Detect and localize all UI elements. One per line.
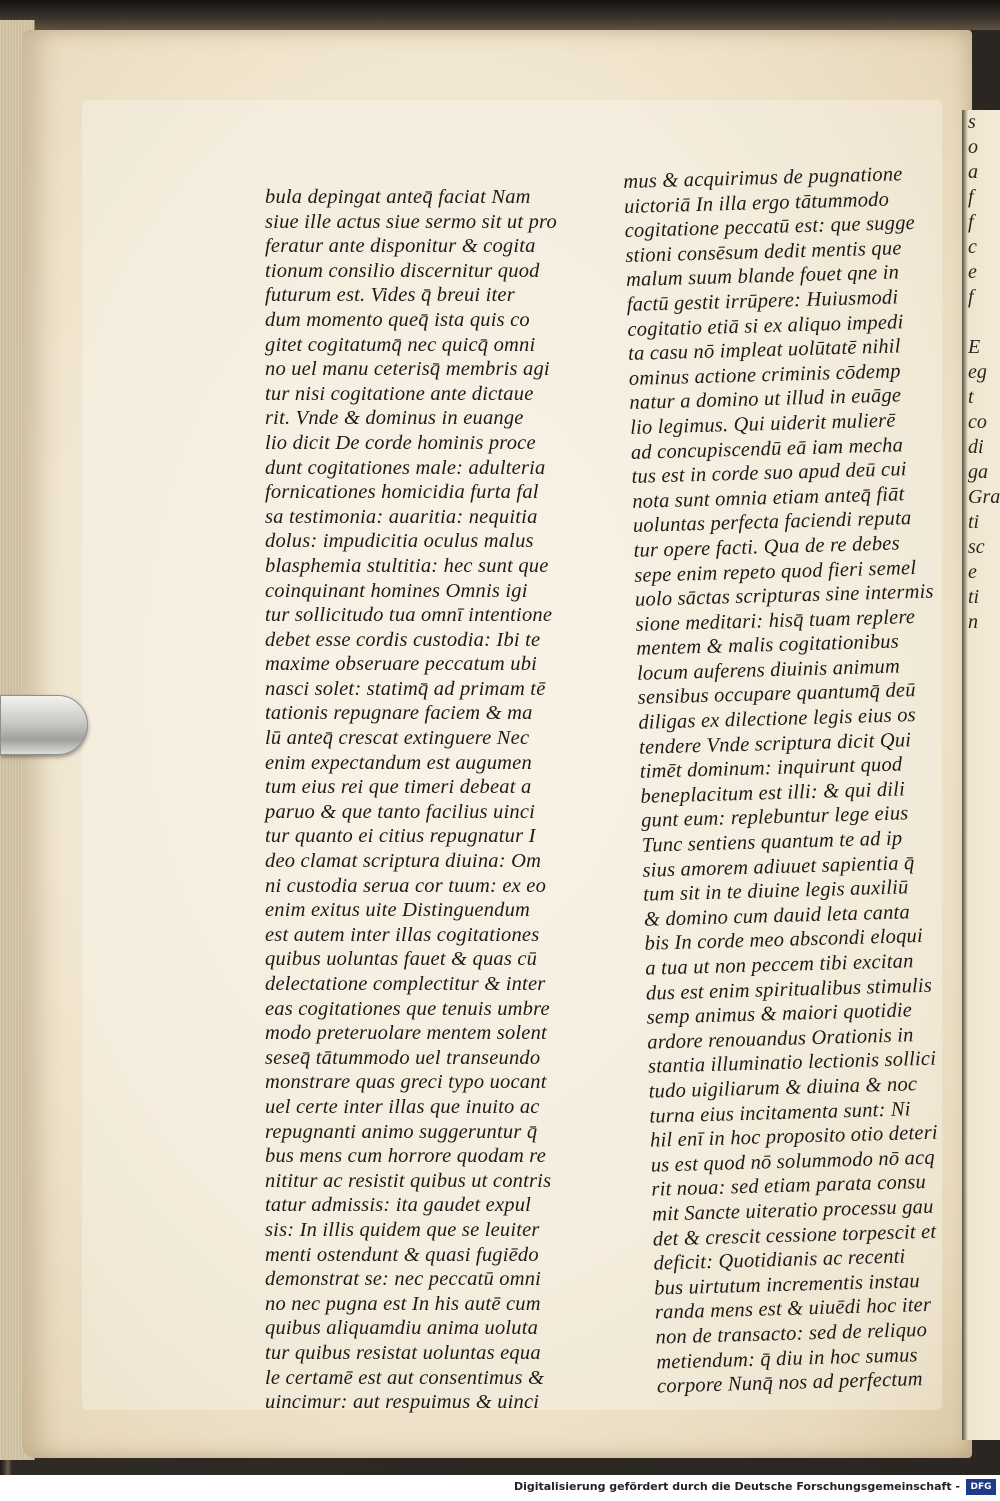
text-line: us est quod nō solummodo nō acq [650,1146,936,1177]
text-line: cogitatio etiā si ex aliquo impedi [627,310,904,341]
text-line: timēt dominum: inquirunt quod [639,753,903,784]
text-line: beneplacitum est illi: & qui dili [640,778,906,808]
text-line: repugnanti animo suggeruntur q̄ [265,1120,538,1143]
text-line: dus est enim spiritualibus stimulis [645,974,933,1005]
text-line: enim expectandum est augumen [265,751,532,774]
text-line: tur quanto ei citius repugnatur I [265,825,536,848]
text-line: eas cogitationes que tenuis umbre [265,997,550,1020]
text-line: quibus uoluntas fauet & quas cū [265,948,538,971]
text-line: cogitatione peccatū est: que sugge [624,212,916,243]
text-line: uictoriā In illa ergo tātummodo [623,188,890,218]
text-line: feratur ante disponitur & cogita [265,235,536,258]
facing-page-edge [962,110,1000,1440]
facing-page-fragment: e [968,261,977,283]
facing-page-fragment: co [968,411,987,433]
book-top-shadow [0,0,1000,30]
dfg-logo: DFG [966,1479,996,1495]
text-line: tationis repugnare faciem & ma [265,702,533,725]
text-line: lio legimus. Qui uiderit mulierē [629,409,896,439]
text-column-left [265,185,565,1415]
text-line: no nec pugna est In his autē cum [265,1292,541,1315]
text-line: hil enī in hoc proposito otio deteri [649,1121,939,1152]
text-line: det & crescit cessione torpescit et [652,1220,937,1251]
text-line: mus & acquirimus de pugnatione [623,163,903,193]
text-line: dunt cogitationes male: adulteria [265,456,546,479]
text-line: sione meditari: hisq̄ tuam replere [635,605,916,636]
text-line: uolo sāctas scripturas sine intermis [634,580,934,611]
text-line: nota sunt omnia etiam anteq̄ fiāt [631,482,905,513]
page-clip [0,695,88,755]
text-line: & domino cum dauid leta canta [643,901,911,931]
facing-page-fragment: ti [968,511,980,533]
text-line: randa mens est & uiuēdi hoc iter [654,1294,932,1324]
facing-page-fragment: s [968,111,976,133]
text-line: deo clamat scriptura diuina: Om [265,850,542,873]
facing-page-text [962,110,1000,635]
text-line: ni custodia serua cor tuum: ex eo [265,874,547,897]
facing-page-fragment: t [968,386,974,408]
text-line: uel certe inter illas que inuito ac [265,1095,540,1118]
facing-page-fragment: a [968,161,978,183]
text-line: stantia illuminatio lectionis sollici [647,1047,937,1079]
text-line: seseq̄ tātummodo uel transeundo [265,1046,541,1069]
facing-page-fragment: ga [968,461,988,483]
text-line: corpore Nunq̄ nos ad perfectum [656,1368,924,1398]
facing-page-fragment: n [968,611,978,633]
facing-page-fragment: di [968,436,984,458]
text-line: deficit: Quotidianis ac recenti [653,1245,906,1275]
text-line: stioni consēsum dedit mentis que [625,237,902,267]
text-line: metiendum: q̄ diu in hoc sumus [655,1343,918,1374]
text-line: lio dicit De corde hominis proce [265,431,536,454]
text-line: bus uirtutum incrementis instau [653,1269,921,1300]
text-line: menti ostendunt & quasi fugiēdo [265,1243,539,1266]
facing-page-fragment: ti [968,586,980,608]
text-line: ta casu nō impleat uolūtatē nihil [627,335,901,366]
text-line: coinquinant homines Omnis igi [265,579,528,602]
facing-page-fragment: f [968,211,974,233]
facing-page-fragment: Gra [968,486,1000,508]
text-line: uoluntas perfecta faciendi reputa [632,507,912,538]
text-line: quibus aliquamdiu anima uoluta [265,1317,539,1340]
text-line: tendere Vnde scriptura dicit Qui [638,728,912,759]
text-line: uincimur: aut respuimus & uinci [265,1391,540,1414]
text-line: sis: In illis quidem que se leuiter [265,1218,540,1241]
text-line: mit Sancte uiteratio processu gau [651,1195,934,1226]
text-line: nititur ac resistit quibus ut contris [265,1169,552,1192]
text-line: sa testimonia: auaritia: nequitia [265,505,538,528]
text-line: ad concupiscendū eā iam mecha [630,433,904,464]
text-line: bula depingat anteq̄ faciat Nam [265,186,531,208]
text-line: gunt eum: replebuntur lege eius [640,802,909,833]
text-line: mentem & malis cogitationibus [636,630,900,661]
text-line: paruo & que tanto facilius uinci [265,800,536,823]
facing-page-fragment: f [968,286,974,308]
text-line: natur a domino ut illud in euāge [629,384,902,415]
text-line: turna eius incitamenta sunt: Ni [649,1097,911,1128]
text-line: nasci solet: statimq̄ ad primam tē [265,677,546,700]
text-line: dum momento queq̄ ista quis co [265,308,530,331]
text-line: modo preteruolare mentem solent [265,1022,547,1045]
facing-page-fragment: c [968,236,977,258]
text-line: monstrare quas greci typo uocant [265,1071,547,1094]
text-line: tus est in corde suo apud deū cui [631,458,907,489]
text-line: factū gestit irrūpere: Huiusmodi [626,286,899,316]
text-line: semp animus & maiori quotidie [646,999,913,1029]
text-line: ominus actione criminis cōdemp [628,360,901,390]
text-line: no uel manu ceterisq̄ membris agi [265,358,550,381]
facing-page-fragment: e [968,561,977,583]
text-line: tionum consilio discernitur quod [265,259,540,282]
text-line: tur opere facti. Qua de re debes [633,532,901,562]
text-line: est autem inter illas cogitationes [265,923,540,946]
text-line: tur nisi cogitatione ante dictaue [265,382,534,405]
text-line: tur sollicitudo tua omnī intentione [265,604,553,627]
text-column-right [623,161,967,1399]
text-line: blasphemia stultitia: hec sunt que [265,554,549,577]
text-line: sepe enim repeto quod fieri semel [634,556,917,587]
funding-credit: Digitalisierung gefördert durch die Deutsche Forschungsgemeinschaft - [513,1480,960,1493]
text-line: locum auferens diuinis animum [636,655,901,685]
facing-page-fragment [962,310,1000,335]
facing-page-fragment: sc [968,536,985,558]
facing-page-fragment: f [968,186,974,208]
text-line: tudo uigiliarum & diuina & noc [648,1073,918,1103]
text-line: rit noua: sed etiam parata consu [651,1171,927,1201]
text-line: bis In corde meo abscondi eloqui [644,925,924,956]
facing-page-fragment: eg [968,361,987,383]
text-line: delectatione complectitur & inter [265,973,546,995]
text-line: gitet cogitatumq̄ nec quicq̄ omni [265,333,536,356]
text-line: dolus: impudicitia oculus malus [265,530,534,553]
text-line: rit. Vnde & dominus in euange [265,407,524,430]
text-line: fornicationes homicidia furta fal [265,481,539,504]
text-line: tum eius rei que timeri debeat a [265,776,532,799]
text-line: Tunc sentiens quantum te ad ip [641,827,903,857]
text-line: malum suum blande fouet qne in [625,261,900,292]
text-line: enim exitus uite Distinguendum [265,899,531,922]
text-line: maxime obseruare peccatum ubi [265,653,538,676]
text-line: non de transacto: sed de reliquo [655,1318,928,1349]
text-line: debet esse cordis custodia: Ibi te [265,628,541,651]
text-line: le certamē est aut consentimus & [265,1366,545,1389]
text-line: bus mens cum horrore quodam re [265,1145,547,1168]
text-line: ardore renouandus Orationis in [647,1024,914,1054]
facing-page-fragment: E [968,336,981,358]
text-line: futurum est. Vides q̄ breui iter [265,284,515,307]
text-line: sensibus occupare quantumq̄ deū [637,679,916,710]
text-line: tatur admissis: ita gaudet expul [265,1194,532,1217]
facing-page-fragment: o [968,136,978,158]
footer-bar [0,1475,1000,1501]
text-line: tum sit in te diuine legis auxiliū [642,876,909,906]
text-line: sius amorem adiuuet sapientia q̄ [642,851,915,882]
text-line: demonstrat se: nec peccatū omni [265,1268,542,1291]
text-line: lū anteq̄ crescat extinguere Nec [265,727,530,750]
text-line: diligas ex dilectione legis eius os [638,704,917,734]
text-line: siue ille actus siue sermo sit ut pro [265,210,557,233]
text-line: tur quibus resistat uoluntas equa [265,1341,541,1364]
text-line: a tua ut non peccem tibi excitan [645,950,914,980]
